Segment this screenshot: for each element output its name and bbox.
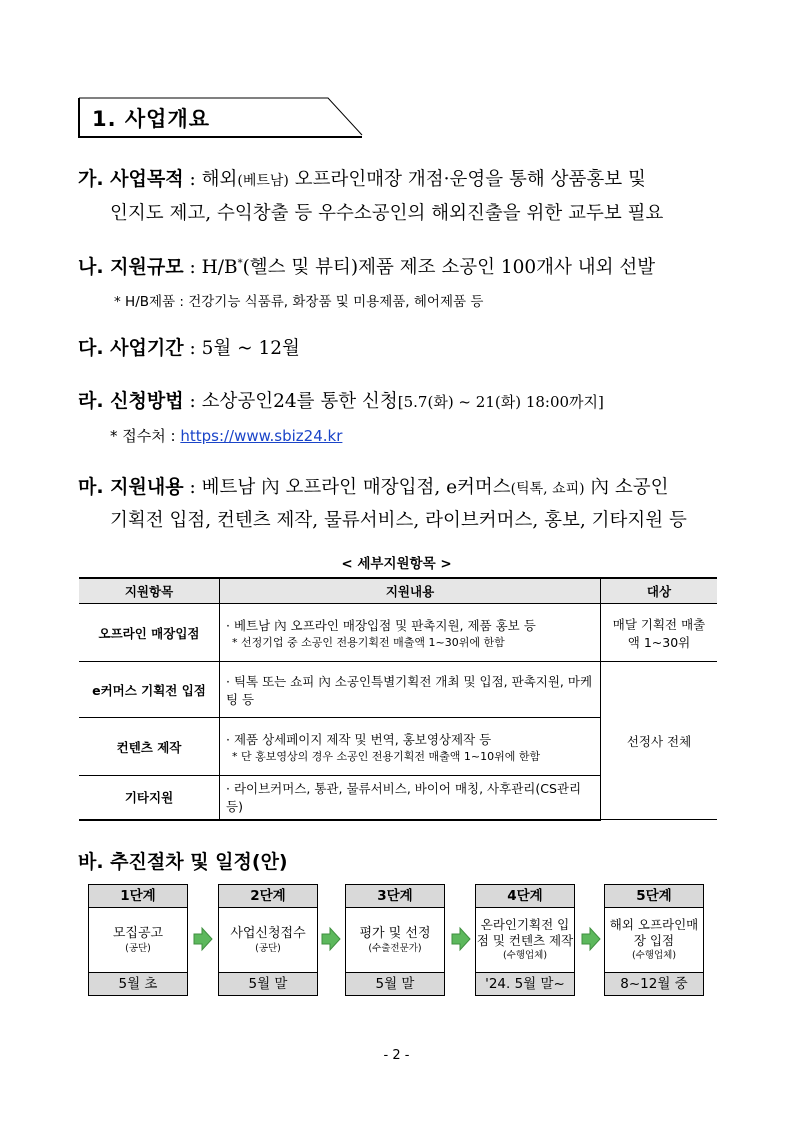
page-number: - 2 - [383, 1048, 410, 1063]
row-target: 매달 기획전 매출액 1~30위 [601, 604, 718, 662]
item-scale-note: * H/B제품 : 건강기능 식품류, 화장품 및 미용제품, 헤어제품 등 [114, 294, 484, 310]
row-content: · 제품 상세페이지 제작 및 번역, 홍보영상제작 등 * 단 홍보영상의 경우 소공인 전용기획전 매출액 1~10위에 한함 [220, 718, 601, 776]
step-task: 해외 오프라인매장 입점 [609, 917, 699, 948]
row-content: · 베트남 內 오프라인 매장입점 및 판촉지원, 제품 홍보 등 * 선정기업 중 소공인 전용기획전 매출액 1~30위에 한함 [220, 604, 601, 662]
support-detail-table [79, 577, 717, 821]
table-row [79, 662, 717, 718]
step-date: '24. 5월 말~ [475, 973, 575, 996]
item-period: 다. 사업기간 : 5월 ~ 12월 [78, 337, 300, 359]
row-item: e커머스 기획전 입점 [79, 662, 220, 718]
step-body [218, 908, 318, 973]
section-heading [78, 97, 362, 137]
step-org: (수행업체) [502, 950, 548, 961]
step-body [475, 908, 575, 973]
step-task: 모집공고 [112, 925, 164, 941]
process-step-5 [604, 884, 704, 996]
process-step-1 [88, 884, 188, 996]
item-apply-label: 라. 신청방법 [78, 390, 184, 412]
step-stage: 3단계 [345, 884, 445, 908]
col-header-target: 대상 [601, 578, 718, 604]
process-step-3 [345, 884, 445, 996]
right-arrow-icon [581, 926, 601, 952]
step-date: 5월 초 [88, 973, 188, 996]
step-date: 5월 말 [345, 973, 445, 996]
row-item: 컨텐츠 제작 [79, 718, 220, 776]
step-task: 평가 및 선정 [359, 925, 431, 941]
item-scale-label: 나. 지원규모 [78, 256, 184, 278]
item-content-label: 마. 지원내용 [78, 476, 184, 498]
item-period-label: 다. 사업기간 [78, 337, 184, 359]
process-step-2 [218, 884, 318, 996]
process-step-4 [475, 884, 575, 996]
step-task: 온라인기획전 입점 및 컨텐츠 제작 [476, 917, 574, 948]
row-target: 선정사 전체 [601, 662, 718, 820]
step-stage: 5단계 [604, 884, 704, 908]
item-content-line1: 마. 지원내용 : 베트남 內 오프라인 매장입점, e커머스(틱톡, 쇼피) 內 소공인 [78, 476, 669, 498]
section-title: 1. 사업개요 [92, 107, 211, 131]
item-content-line2: 기획전 입점, 컨텐츠 제작, 물류서비스, 라이브커머스, 홍보, 기타지원 등 [110, 510, 687, 531]
col-header-item: 지원항목 [79, 578, 220, 604]
step-date: 5월 말 [218, 973, 318, 996]
row-item: 기타지원 [79, 776, 220, 820]
process-title: 바. 추진절차 및 일정(안) [78, 851, 288, 873]
item-scale: 나. 지원규모 : H/B*(헬스 및 뷰티)제품 제조 소공인 100개사 내외 선발 [78, 256, 656, 278]
step-org: (수행업체) [631, 950, 677, 961]
step-stage: 2단계 [218, 884, 318, 908]
table-row [79, 604, 717, 662]
right-arrow-icon [321, 926, 341, 952]
table-header-row [79, 578, 717, 604]
row-content: · 라이브커머스, 통관, 물류서비스, 바이어 매칭, 사후관리(CS관리 등) [220, 776, 601, 820]
item-apply: 라. 신청방법 : 소상공인24를 통한 신청[5.7(화) ~ 21(화) 18:00까지] [78, 390, 604, 412]
step-org: (공단) [255, 942, 281, 954]
step-org: (공단) [125, 942, 151, 954]
item-apply-note: * 접수처 : https://www.sbiz24.kr [110, 427, 343, 445]
step-org: (수출전문가) [368, 942, 422, 954]
table-caption: < 세부지원항목 > [341, 556, 452, 572]
step-task: 사업신청접수 [230, 925, 306, 941]
step-stage: 1단계 [88, 884, 188, 908]
sbiz24-link[interactable]: https://www.sbiz24.kr [180, 427, 343, 445]
step-body [345, 908, 445, 973]
step-body [604, 908, 704, 973]
item-purpose-line2: 인지도 제고, 수익창출 등 우수소공인의 해외진출을 위한 교두보 필요 [110, 203, 664, 224]
step-date: 8~12월 중 [604, 973, 704, 996]
row-content: · 틱톡 또는 쇼피 內 소공인특별기획전 개최 및 입점, 판촉지원, 마케팅 등 [220, 662, 601, 718]
right-arrow-icon [451, 926, 471, 952]
row-item: 오프라인 매장입점 [79, 604, 220, 662]
step-body [88, 908, 188, 973]
col-header-content: 지원내용 [220, 578, 601, 604]
step-stage: 4단계 [475, 884, 575, 908]
right-arrow-icon [193, 926, 213, 952]
item-purpose-line1: 가. 사업목적 : 해외(베트남) 오프라인매장 개점·운영을 통해 상품홍보 및 [78, 168, 646, 190]
item-purpose-label: 가. 사업목적 [78, 168, 184, 190]
